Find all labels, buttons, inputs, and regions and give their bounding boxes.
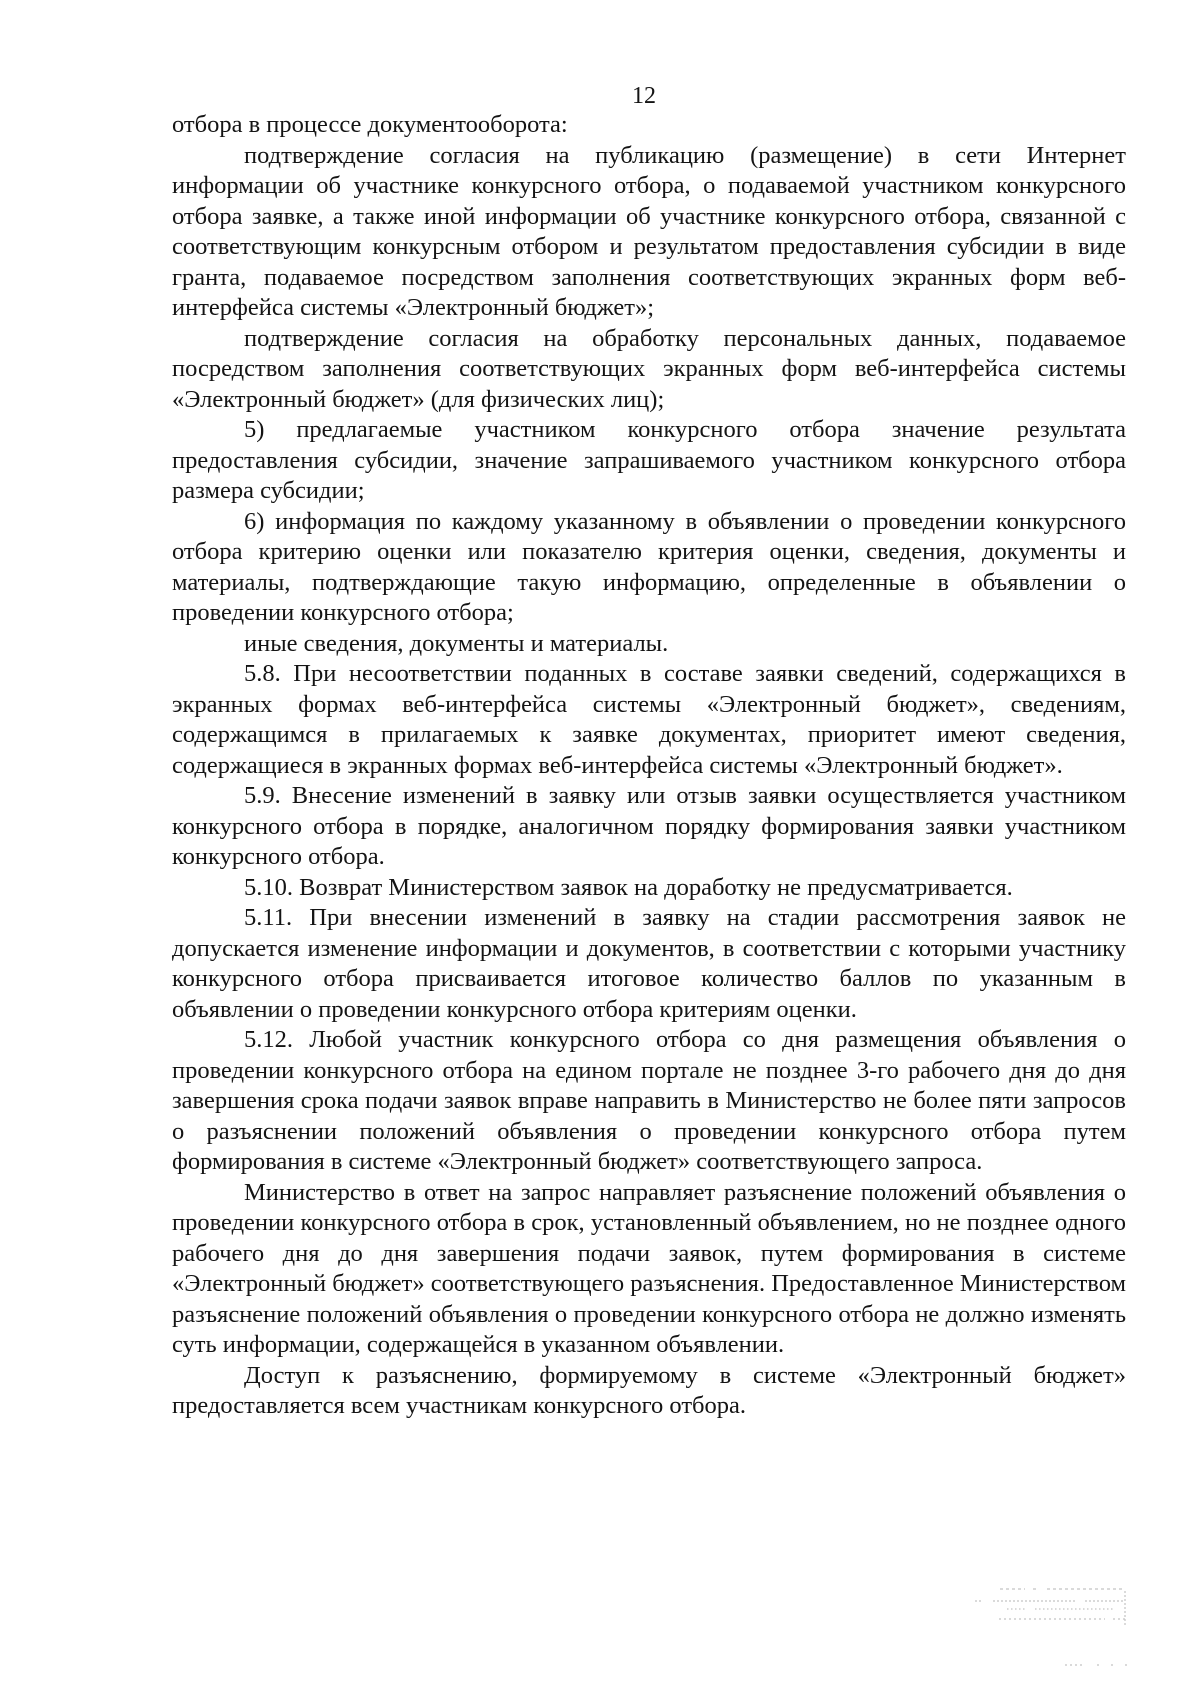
- paragraph-5-11: 5.11. При внесении изменений в заявку на стадии рассмотрения заявок не допускается изменение информации и документов, в соответствии с которыми участнику конкурсного отбора присваивается итоговое количество баллов по указанным в объявлении о проведении конкурсного отбора критериям оценки.: [172, 904, 1126, 1023]
- paragraph-consent-personal-data: подтверждение согласия на обработку персональных данных, подаваемое посредством заполнения соответствующих экранных форм веб-интерфейса системы «Электронный бюджет» (для физических лиц);: [172, 324, 1126, 413]
- paragraph-consent-publication: подтверждение согласия на публикацию (размещение) в сети Интернет информации об участнике конкурсного отбора, о подаваемой участником конкурсного отбора заявке, а также иной информации об участнике конкурсного отбора, связанной с соответствующим конкурсным отбором и результатом предоставления субсидии в виде гранта, подаваемое посредством заполнения соответствующих экранных форм веб-интерфейса системы «Электронный бюджет»;: [172, 141, 1126, 321]
- page-number: 12: [632, 83, 656, 109]
- paragraph-item-5: 5) предлагаемые участником конкурсного отбора значение результата предоставления субсидии, значение запрашиваемого участником конкурсного отбора размера субсидии;: [172, 416, 1126, 504]
- faint-stamp-mark: [955, 1583, 1135, 1671]
- paragraph-continuation: отбора в процессе документооборота:: [172, 111, 568, 138]
- paragraph-ministry-response: Министерство в ответ на запрос направляет разъяснение положений объявления о проведении конкурсного отбора в срок, установленный объявлением, но не позднее одного рабочего дня до дня завершения подачи заявок, путем формирования в системе «Электронный бюджет» соответствующего разъяснения. Предоставленное Министерством разъяснение положений объявления о проведении конкурсного отбора не должно изменять суть информации, содержащейся в указанном объявлении.: [172, 1178, 1126, 1358]
- paragraph-item-6: 6) информация по каждому указанному в объявлении о проведении конкурсного отбора критерию оценки или показателю критерия оценки, сведения, документы и материалы, подтверждающие такую информацию, определенные в объявлении о проведении конкурсного отбора;: [172, 507, 1126, 626]
- paragraph-5-10: 5.10. Возврат Министерством заявок на доработку не предусматривается.: [244, 873, 1013, 901]
- paragraph-5-8: 5.8. При несоответствии поданных в составе заявки сведений, содержащихся в экранных формах веб-интерфейса системы «Электронный бюджет», сведениям, содержащимся в прилагаемых к заявке документах, приоритет имеют сведения, содержащиеся в экранных формах веб-интерфейса системы «Электронный бюджет».: [172, 660, 1126, 779]
- paragraph-5-12: 5.12. Любой участник конкурсного отбора со дня размещения объявления о проведении конкурсного отбора на едином портале не позднее 3-го рабочего дня до дня завершения срока подачи заявок вправе направить в Министерство не более пяти запросов о разъяснении положений объявления о проведении конкурсного отбора путем формирования в системе «Электронный бюджет» соответствующего запроса.: [172, 1026, 1126, 1175]
- paragraph-5-9: 5.9. Внесение изменений в заявку или отзыв заявки осуществляется участником конкурсного отбора в порядке, аналогичном порядку формирования заявки участником конкурсного отбора.: [172, 782, 1126, 870]
- document-body: [172, 110, 1126, 1422]
- paragraph-access: Доступ к разъяснению, формируемому в системе «Электронный бюджет» предоставляется всем участникам конкурсного отбора.: [172, 1361, 1126, 1419]
- paragraph-other-info: иные сведения, документы и материалы.: [244, 629, 669, 657]
